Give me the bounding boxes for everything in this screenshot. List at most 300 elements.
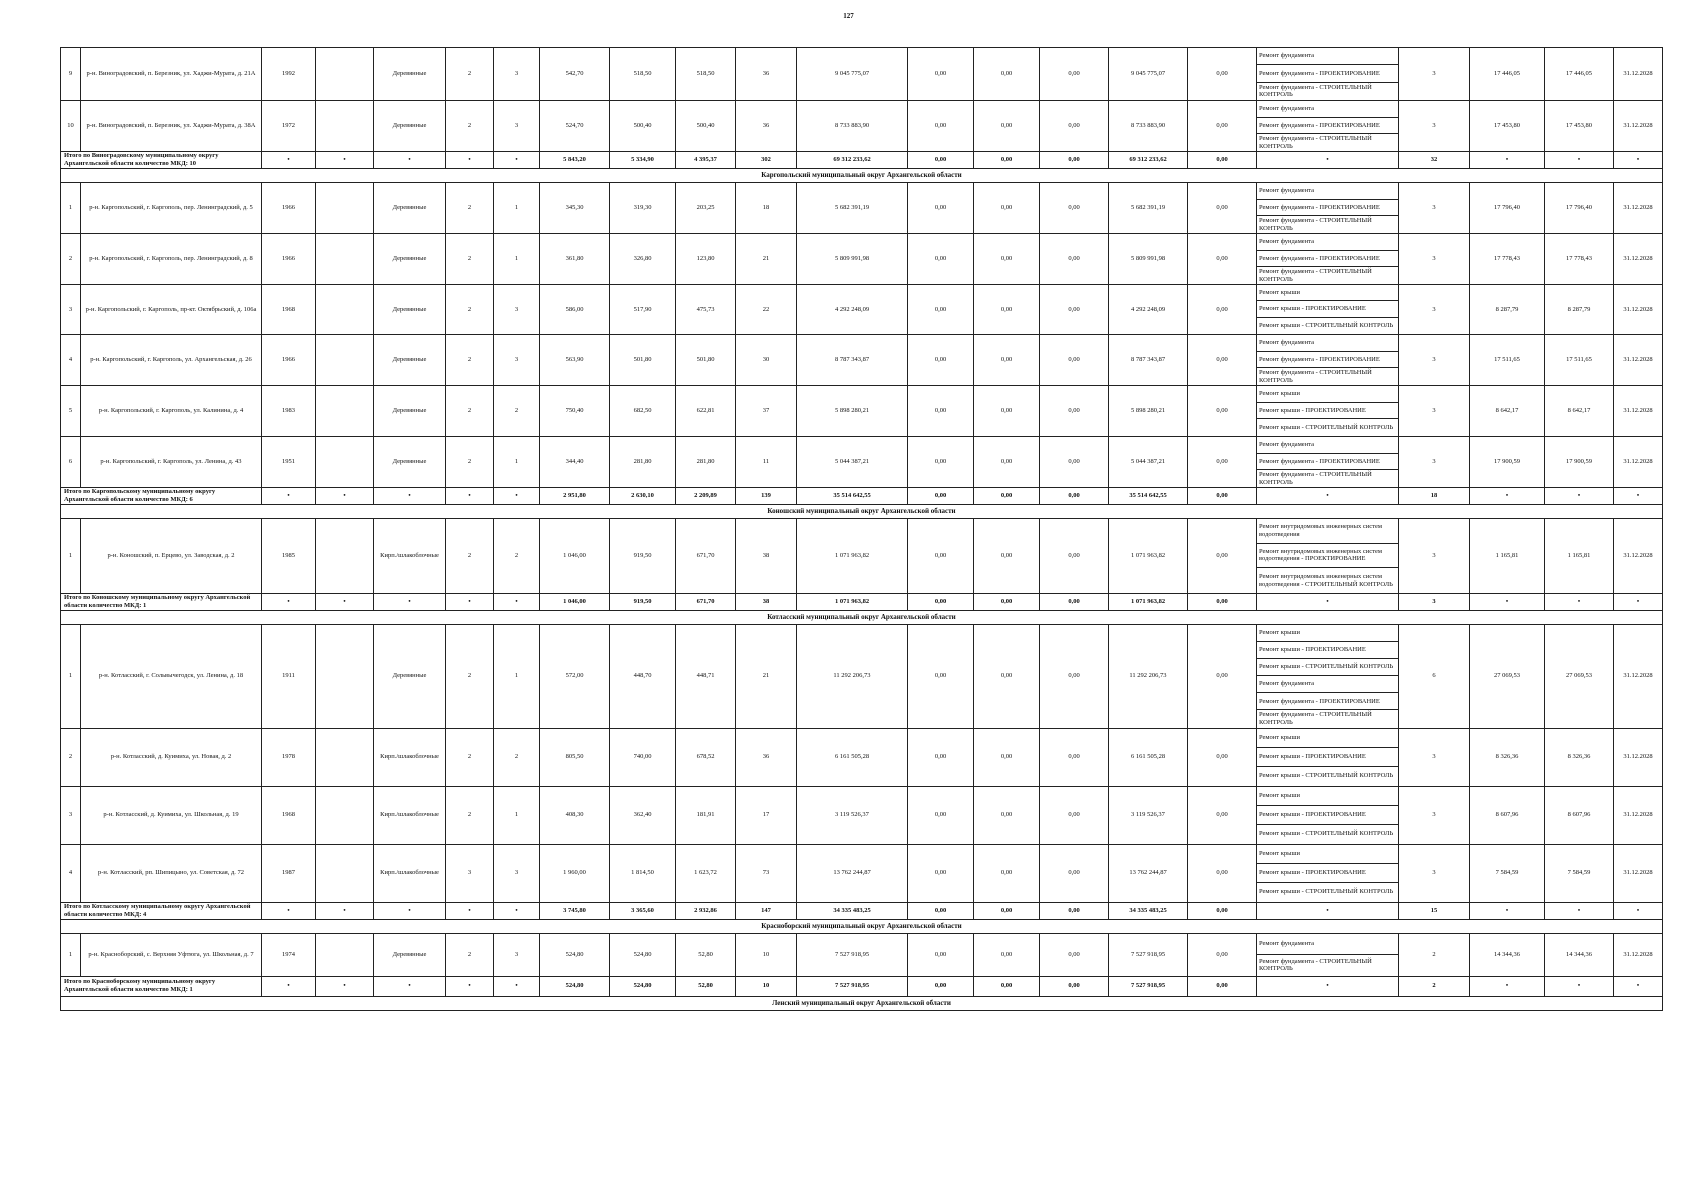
work-type-item: Ремонт фундамента [1257, 48, 1398, 65]
work-type-item: Ремонт крыши - СТРОИТЕЛЬНЫЙ КОНТРОЛЬ [1259, 322, 1394, 330]
deadline-cell: 31.12.2028 [1614, 386, 1663, 437]
owners-funds-cell: 6 161 505,28 [1109, 728, 1188, 786]
house-row [61, 437, 1663, 488]
works-cell [1257, 933, 1399, 976]
unit-cost-cell: 27 069,53 [1470, 624, 1545, 728]
local-budget-cell: 0,00 [1040, 101, 1109, 152]
residential-area-cell: 518,50 [676, 48, 736, 101]
work-count-cell: 3 [1399, 285, 1470, 335]
owners-funds-cell: 5 682 391,19 [1109, 183, 1188, 234]
deadline-cell: 31.12.2028 [1614, 285, 1663, 335]
other-funds-cell: 0,00 [1188, 183, 1257, 234]
local-budget-cell: 0,00 [1040, 183, 1109, 234]
work-type-item: Ремонт фундамента - СТРОИТЕЛЬНЫЙ КОНТРОЛЬ [1259, 957, 1372, 973]
residents-cell: 10 [736, 933, 797, 976]
max-unit-cost-cell: 17 511,65 [1545, 335, 1614, 386]
total-value-cell: 34 335 483,25 [1109, 902, 1188, 919]
budget-cell: 0,00 [974, 183, 1040, 234]
premises-area-cell: 500,40 [610, 101, 676, 152]
work-type-item: Ремонт фундамента [1257, 234, 1398, 251]
budget-cell: 0,00 [974, 437, 1040, 488]
work-count-cell: 3 [1399, 183, 1470, 234]
row-number: 6 [61, 437, 81, 488]
deadline-cell: 31.12.2028 [1614, 519, 1663, 594]
bullet-mark: • [1257, 976, 1399, 996]
entrances-cell: 1 [494, 183, 540, 234]
district-name: Ленский муниципальный округ Архангельской области [61, 996, 1663, 1010]
floors-cell: 2 [446, 183, 494, 234]
works-cell [1257, 519, 1399, 594]
total-area-cell: 542,70 [540, 48, 610, 101]
bullet-mark: • [1545, 902, 1614, 919]
empty-cell [316, 844, 374, 902]
built-year-cell: 1968 [262, 786, 316, 844]
wall-material-cell: Кирп./шлакоблочные [374, 786, 446, 844]
bullet-mark: • [494, 488, 540, 505]
district-header-row [61, 505, 1663, 519]
bullet-mark: • [446, 488, 494, 505]
empty-cell [316, 386, 374, 437]
total-value-cell: 2 630,10 [610, 488, 676, 505]
wall-material-cell: Деревянные [374, 335, 446, 386]
wall-material-cell: Деревянные [374, 285, 446, 335]
house-row [61, 519, 1663, 594]
total-value-cell: 52,80 [676, 976, 736, 996]
unit-cost-cell: 17 778,43 [1470, 234, 1545, 285]
bullet-mark: • [262, 902, 316, 919]
work-type-item: Ремонт фундамента - СТРОИТЕЛЬНЫЙ КОНТРОЛЬ [1259, 369, 1372, 384]
total-value-cell: 0,00 [908, 902, 974, 919]
entrances-cell: 1 [494, 786, 540, 844]
other-funds-cell: 0,00 [1188, 728, 1257, 786]
budget-cell: 0,00 [974, 285, 1040, 335]
bullet-mark: • [1257, 902, 1399, 919]
bullet-mark: • [446, 976, 494, 996]
residential-area-cell: 500,40 [676, 101, 736, 152]
work-count-cell: 3 [1399, 728, 1470, 786]
total-value-cell: 2 932,86 [676, 902, 736, 919]
unit-cost-cell: 8 642,17 [1470, 386, 1545, 437]
residents-cell: 36 [736, 101, 797, 152]
unit-cost-cell: 14 344,36 [1470, 933, 1545, 976]
total-value-cell: 0,00 [1188, 594, 1257, 611]
bullet-mark: • [446, 594, 494, 611]
total-cost-cell: 9 045 775,07 [797, 48, 908, 101]
total-area-cell: 1 046,00 [540, 519, 610, 594]
total-area-cell: 524,80 [540, 933, 610, 976]
work-type-item: Ремонт внутридомовых инженерных систем водоотведения - СТРОИТЕЛЬНЫЙ КОНТРОЛЬ [1259, 573, 1393, 588]
row-number: 4 [61, 844, 81, 902]
work-type-item: Ремонт крыши [1257, 845, 1398, 864]
premises-area-cell: 448,70 [610, 624, 676, 728]
district-name: Коношский муниципальный округ Архангельской области [61, 505, 1663, 519]
work-type-item: Ремонт фундамента [1257, 335, 1398, 352]
district-total-row [61, 976, 1663, 996]
premises-area-cell: 524,80 [610, 933, 676, 976]
bullet-mark: • [316, 902, 374, 919]
work-type-item: Ремонт крыши - СТРОИТЕЛЬНЫЙ КОНТРОЛЬ [1259, 888, 1394, 896]
local-budget-cell: 0,00 [1040, 786, 1109, 844]
unit-cost-cell: 17 900,59 [1470, 437, 1545, 488]
floors-cell: 2 [446, 728, 494, 786]
entrances-cell: 2 [494, 728, 540, 786]
work-type-item: Ремонт крыши - СТРОИТЕЛЬНЫЙ КОНТРОЛЬ [1257, 659, 1398, 676]
total-value-cell: 69 312 233,62 [797, 152, 908, 169]
bullet-mark: • [1470, 488, 1545, 505]
total-area-cell: 361,80 [540, 234, 610, 285]
wall-material-cell: Деревянные [374, 624, 446, 728]
total-work-count: 18 [1399, 488, 1470, 505]
total-value-cell: 0,00 [908, 594, 974, 611]
house-row [61, 933, 1663, 976]
bullet-mark: • [1257, 152, 1399, 169]
budget-cell: 0,00 [974, 728, 1040, 786]
total-value-cell: 3 745,80 [540, 902, 610, 919]
residents-cell: 18 [736, 183, 797, 234]
bullet-mark: • [316, 976, 374, 996]
work-type-item: Ремонт крыши - ПРОЕКТИРОВАНИЕ [1257, 864, 1398, 883]
residents-cell: 30 [736, 335, 797, 386]
works-cell [1257, 335, 1399, 386]
bullet-mark: • [494, 976, 540, 996]
district-name: Красноборский муниципальный округ Архангельской области [61, 919, 1663, 933]
total-work-count: 3 [1399, 594, 1470, 611]
other-funds-cell: 0,00 [1188, 437, 1257, 488]
local-budget-cell: 0,00 [1040, 844, 1109, 902]
entrances-cell: 3 [494, 335, 540, 386]
house-row [61, 234, 1663, 285]
work-type-item: Ремонт фундамента - ПРОЕКТИРОВАНИЕ [1257, 200, 1398, 217]
bullet-mark: • [1257, 488, 1399, 505]
works-cell [1257, 183, 1399, 234]
budget-cell: 0,00 [974, 101, 1040, 152]
total-value-cell: 0,00 [974, 902, 1040, 919]
work-type-item: Ремонт фундамента - ПРОЕКТИРОВАНИЕ [1257, 454, 1398, 471]
premises-area-cell: 1 814,50 [610, 844, 676, 902]
work-count-cell: 3 [1399, 386, 1470, 437]
other-funds-cell: 0,00 [1188, 234, 1257, 285]
total-cost-cell: 3 119 526,37 [797, 786, 908, 844]
other-funds-cell: 0,00 [1188, 285, 1257, 335]
total-value-cell: 0,00 [974, 594, 1040, 611]
entrances-cell: 3 [494, 933, 540, 976]
work-type-item: Ремонт фундамента - ПРОЕКТИРОВАНИЕ [1257, 118, 1398, 135]
total-value-cell: 0,00 [1040, 976, 1109, 996]
unit-cost-cell: 8 287,79 [1470, 285, 1545, 335]
house-row [61, 285, 1663, 335]
district-header-row [61, 610, 1663, 624]
budget-cell: 0,00 [974, 844, 1040, 902]
wall-material-cell: Деревянные [374, 183, 446, 234]
unit-cost-cell: 17 511,65 [1470, 335, 1545, 386]
bullet-mark: • [494, 152, 540, 169]
row-number: 10 [61, 101, 81, 152]
row-number: 5 [61, 386, 81, 437]
premises-area-cell: 517,90 [610, 285, 676, 335]
fund-cell: 0,00 [908, 48, 974, 101]
premises-area-cell: 682,50 [610, 386, 676, 437]
total-value-cell: 919,50 [610, 594, 676, 611]
works-cell [1257, 234, 1399, 285]
works-cell [1257, 437, 1399, 488]
residential-area-cell: 475,73 [676, 285, 736, 335]
premises-area-cell: 281,80 [610, 437, 676, 488]
total-value-cell: 34 335 483,25 [797, 902, 908, 919]
address-cell: р-н. Котласский, г. Сольвычегодск, ул. Ленина, д. 18 [81, 624, 262, 728]
bullet-mark: • [1257, 594, 1399, 611]
total-area-cell: 586,00 [540, 285, 610, 335]
bullet-mark: • [262, 976, 316, 996]
wall-material-cell: Деревянные [374, 48, 446, 101]
total-value-cell: 0,00 [1040, 594, 1109, 611]
unit-cost-cell: 17 453,80 [1470, 101, 1545, 152]
bullet-mark: • [1614, 902, 1663, 919]
budget-cell: 0,00 [974, 933, 1040, 976]
entrances-cell: 3 [494, 101, 540, 152]
floors-cell: 3 [446, 844, 494, 902]
total-cost-cell: 4 292 248,09 [797, 285, 908, 335]
empty-cell [316, 437, 374, 488]
work-type-item: Ремонт фундамента - СТРОИТЕЛЬНЫЙ КОНТРОЛЬ [1259, 471, 1372, 486]
bullet-mark: • [316, 152, 374, 169]
address-cell: р-н. Виноградовский, п. Березник, ул. Хаджи-Мурата, д. 21А [81, 48, 262, 101]
empty-cell [316, 285, 374, 335]
total-value-cell: 2 209,89 [676, 488, 736, 505]
work-type-item: Ремонт фундамента - ПРОЕКТИРОВАНИЕ [1257, 352, 1398, 369]
work-type-item: Ремонт фундамента - СТРОИТЕЛЬНЫЙ КОНТРОЛЬ [1259, 135, 1372, 150]
residential-area-cell: 52,80 [676, 933, 736, 976]
max-unit-cost-cell: 1 165,81 [1545, 519, 1614, 594]
bullet-mark: • [446, 902, 494, 919]
row-number: 4 [61, 335, 81, 386]
total-label: Итого по Виноградовскому муниципальному округу Архангельской области количество МКД: 10 [61, 152, 262, 169]
address-cell: р-н. Каргопольский, г. Каргополь, ул. Калинина, д. 4 [81, 386, 262, 437]
house-row [61, 386, 1663, 437]
total-value-cell: 35 514 642,55 [1109, 488, 1188, 505]
fund-cell: 0,00 [908, 624, 974, 728]
total-cost-cell: 8 733 883,90 [797, 101, 908, 152]
total-value-cell: 302 [736, 152, 797, 169]
total-area-cell: 344,40 [540, 437, 610, 488]
built-year-cell: 1992 [262, 48, 316, 101]
owners-funds-cell: 11 292 206,73 [1109, 624, 1188, 728]
owners-funds-cell: 8 787 343,87 [1109, 335, 1188, 386]
total-value-cell: 38 [736, 594, 797, 611]
total-value-cell: 4 395,37 [676, 152, 736, 169]
fund-cell: 0,00 [908, 844, 974, 902]
total-value-cell: 7 527 918,95 [1109, 976, 1188, 996]
other-funds-cell: 0,00 [1188, 335, 1257, 386]
row-number: 1 [61, 519, 81, 594]
max-unit-cost-cell: 17 453,80 [1545, 101, 1614, 152]
works-cell [1257, 101, 1399, 152]
owners-funds-cell: 7 527 918,95 [1109, 933, 1188, 976]
local-budget-cell: 0,00 [1040, 519, 1109, 594]
budget-cell: 0,00 [974, 786, 1040, 844]
bullet-mark: • [1545, 976, 1614, 996]
works-cell [1257, 386, 1399, 437]
floors-cell: 2 [446, 786, 494, 844]
max-unit-cost-cell: 8 326,36 [1545, 728, 1614, 786]
total-cost-cell: 1 071 963,82 [797, 519, 908, 594]
row-number: 9 [61, 48, 81, 101]
max-unit-cost-cell: 17 900,59 [1545, 437, 1614, 488]
built-year-cell: 1972 [262, 101, 316, 152]
total-work-count: 15 [1399, 902, 1470, 919]
entrances-cell: 3 [494, 844, 540, 902]
bullet-mark: • [262, 152, 316, 169]
address-cell: р-н. Каргопольский, г. Каргополь, пер. Ленинградский, д. 5 [81, 183, 262, 234]
empty-cell [316, 624, 374, 728]
owners-funds-cell: 13 762 244,87 [1109, 844, 1188, 902]
house-row [61, 786, 1663, 844]
other-funds-cell: 0,00 [1188, 624, 1257, 728]
floors-cell: 2 [446, 519, 494, 594]
work-count-cell: 3 [1399, 335, 1470, 386]
floors-cell: 2 [446, 933, 494, 976]
address-cell: р-н. Каргопольский, г. Каргополь, пер. Ленинградский, д. 8 [81, 234, 262, 285]
total-area-cell: 408,30 [540, 786, 610, 844]
district-total-row [61, 488, 1663, 505]
max-unit-cost-cell: 8 642,17 [1545, 386, 1614, 437]
floors-cell: 2 [446, 234, 494, 285]
work-count-cell: 3 [1399, 437, 1470, 488]
work-type-item: Ремонт фундамента - ПРОЕКТИРОВАНИЕ [1257, 251, 1398, 268]
max-unit-cost-cell: 27 069,53 [1545, 624, 1614, 728]
residents-cell: 11 [736, 437, 797, 488]
deadline-cell: 31.12.2028 [1614, 183, 1663, 234]
max-unit-cost-cell: 14 344,36 [1545, 933, 1614, 976]
bullet-mark: • [494, 594, 540, 611]
floors-cell: 2 [446, 285, 494, 335]
fund-cell: 0,00 [908, 933, 974, 976]
local-budget-cell: 0,00 [1040, 285, 1109, 335]
residents-cell: 73 [736, 844, 797, 902]
residential-area-cell: 281,80 [676, 437, 736, 488]
built-year-cell: 1968 [262, 285, 316, 335]
residential-area-cell: 448,71 [676, 624, 736, 728]
total-value-cell: 35 514 642,55 [797, 488, 908, 505]
bullet-mark: • [1470, 976, 1545, 996]
bullet-mark: • [1470, 594, 1545, 611]
total-value-cell: 524,80 [610, 976, 676, 996]
work-type-item: Ремонт фундамента [1257, 183, 1398, 200]
residents-cell: 37 [736, 386, 797, 437]
bullet-mark: • [374, 488, 446, 505]
house-row [61, 183, 1663, 234]
total-area-cell: 563,90 [540, 335, 610, 386]
bullet-mark: • [262, 488, 316, 505]
floors-cell: 2 [446, 386, 494, 437]
wall-material-cell: Деревянные [374, 437, 446, 488]
unit-cost-cell: 1 165,81 [1470, 519, 1545, 594]
deadline-cell: 31.12.2028 [1614, 624, 1663, 728]
address-cell: р-н. Каргопольский, г. Каргополь, ул. Ленина, д. 43 [81, 437, 262, 488]
max-unit-cost-cell: 17 446,05 [1545, 48, 1614, 101]
total-value-cell: 0,00 [974, 488, 1040, 505]
residents-cell: 38 [736, 519, 797, 594]
built-year-cell: 1911 [262, 624, 316, 728]
bullet-mark: • [262, 594, 316, 611]
local-budget-cell: 0,00 [1040, 48, 1109, 101]
total-value-cell: 0,00 [1188, 902, 1257, 919]
empty-cell [316, 728, 374, 786]
max-unit-cost-cell: 7 584,59 [1545, 844, 1614, 902]
local-budget-cell: 0,00 [1040, 624, 1109, 728]
works-cell [1257, 624, 1399, 728]
total-cost-cell: 5 898 280,21 [797, 386, 908, 437]
built-year-cell: 1966 [262, 183, 316, 234]
deadline-cell: 31.12.2028 [1614, 933, 1663, 976]
max-unit-cost-cell: 17 778,43 [1545, 234, 1614, 285]
address-cell: р-н. Красноборский, с. Верхняя Уфтюга, ул. Школьная, д. 7 [81, 933, 262, 976]
total-cost-cell: 13 762 244,87 [797, 844, 908, 902]
empty-cell [316, 519, 374, 594]
unit-cost-cell: 17 446,05 [1470, 48, 1545, 101]
total-value-cell: 147 [736, 902, 797, 919]
wall-material-cell: Кирп./шлакоблочные [374, 844, 446, 902]
house-row [61, 728, 1663, 786]
residential-area-cell: 123,80 [676, 234, 736, 285]
work-count-cell: 3 [1399, 101, 1470, 152]
local-budget-cell: 0,00 [1040, 234, 1109, 285]
premises-area-cell: 319,30 [610, 183, 676, 234]
total-area-cell: 805,50 [540, 728, 610, 786]
total-value-cell: 5 843,20 [540, 152, 610, 169]
budget-cell: 0,00 [974, 624, 1040, 728]
fund-cell: 0,00 [908, 386, 974, 437]
wall-material-cell: Деревянные [374, 386, 446, 437]
total-value-cell: 0,00 [1040, 902, 1109, 919]
floors-cell: 2 [446, 624, 494, 728]
address-cell: р-н. Котласский, д. Куимиха, ул. Школьная, д. 19 [81, 786, 262, 844]
total-cost-cell: 5 809 991,98 [797, 234, 908, 285]
district-total-row [61, 152, 1663, 169]
residential-area-cell: 671,70 [676, 519, 736, 594]
empty-cell [316, 234, 374, 285]
built-year-cell: 1966 [262, 234, 316, 285]
premises-area-cell: 919,50 [610, 519, 676, 594]
budget-cell: 0,00 [974, 519, 1040, 594]
owners-funds-cell: 5 809 991,98 [1109, 234, 1188, 285]
wall-material-cell: Деревянные [374, 933, 446, 976]
fund-cell: 0,00 [908, 786, 974, 844]
budget-cell: 0,00 [974, 234, 1040, 285]
deadline-cell: 31.12.2028 [1614, 437, 1663, 488]
works-cell [1257, 48, 1399, 101]
total-value-cell: 0,00 [1188, 488, 1257, 505]
bullet-mark: • [1614, 488, 1663, 505]
total-value-cell: 1 071 963,82 [1109, 594, 1188, 611]
house-row [61, 844, 1663, 902]
max-unit-cost-cell: 17 796,40 [1545, 183, 1614, 234]
work-type-item: Ремонт внутридомовых инженерных систем водоотведения - ПРОЕКТИРОВАНИЕ [1257, 544, 1398, 569]
total-value-cell: 0,00 [908, 152, 974, 169]
district-header-row [61, 919, 1663, 933]
work-type-item: Ремонт крыши - СТРОИТЕЛЬНЫЙ КОНТРОЛЬ [1259, 423, 1394, 431]
unit-cost-cell: 8 607,96 [1470, 786, 1545, 844]
deadline-cell: 31.12.2028 [1614, 335, 1663, 386]
total-area-cell: 524,70 [540, 101, 610, 152]
work-type-item: Ремонт фундамента - СТРОИТЕЛЬНЫЙ КОНТРОЛЬ [1259, 711, 1372, 726]
work-type-item: Ремонт крыши - ПРОЕКТИРОВАНИЕ [1257, 642, 1398, 659]
total-value-cell: 0,00 [908, 976, 974, 996]
floors-cell: 2 [446, 437, 494, 488]
unit-cost-cell: 17 796,40 [1470, 183, 1545, 234]
built-year-cell: 1983 [262, 386, 316, 437]
deadline-cell: 31.12.2028 [1614, 728, 1663, 786]
bullet-mark: • [1545, 152, 1614, 169]
